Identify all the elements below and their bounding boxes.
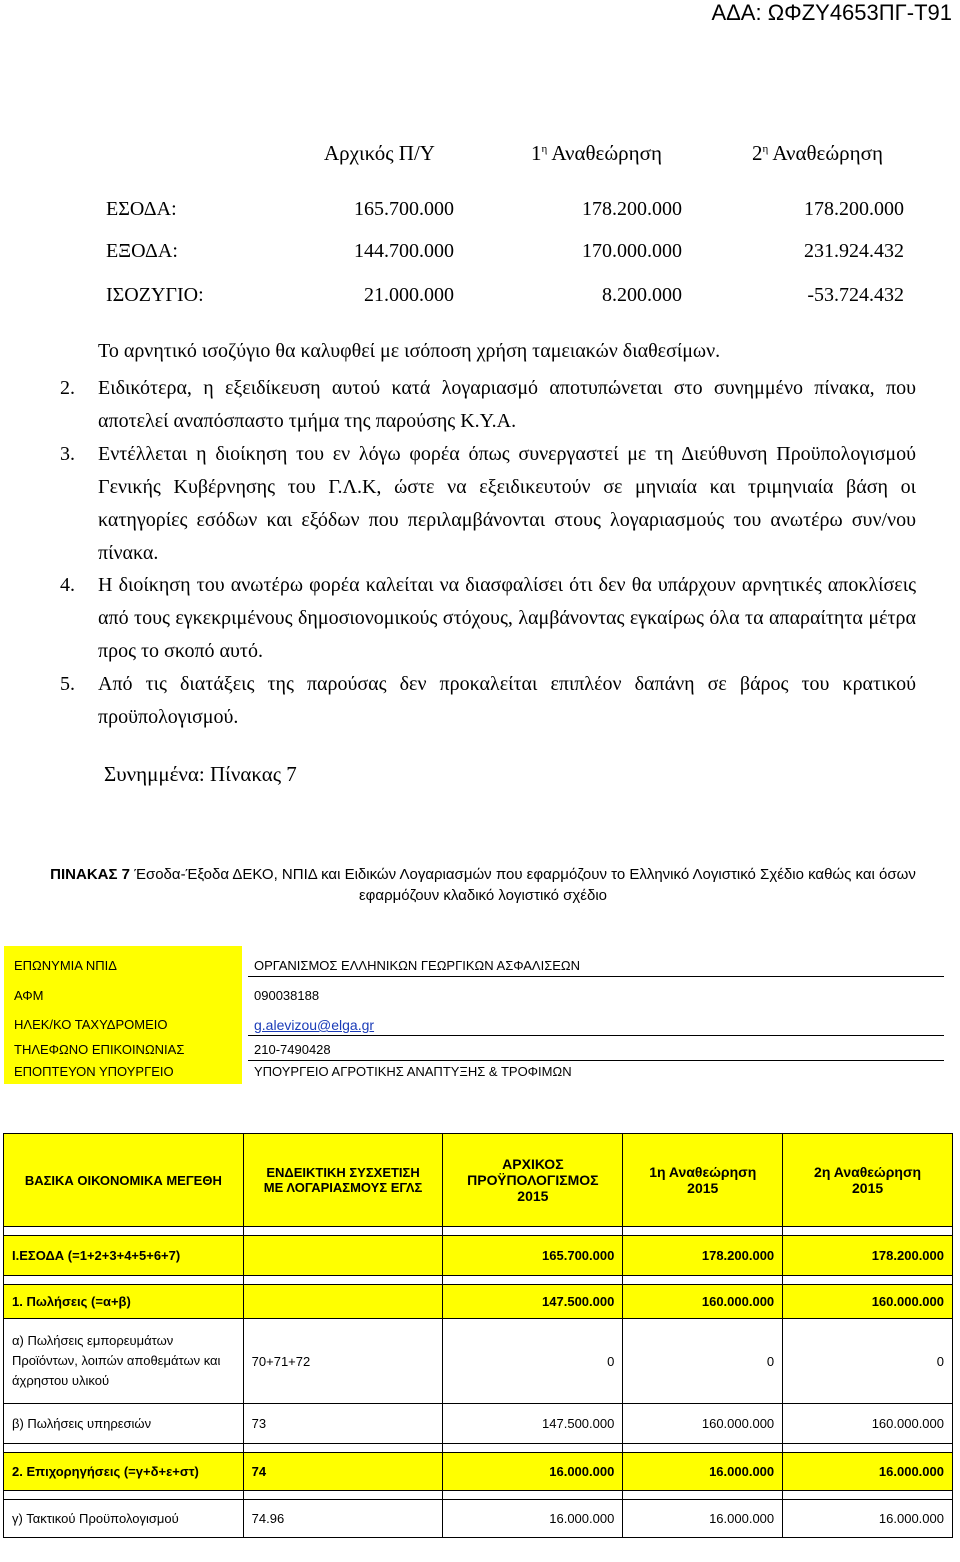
- budget-row: ΙΣΟΖΥΓΙΟ: 21.000.000 8.200.000 -53.724.432: [106, 284, 904, 306]
- header-initial: Αρχικός Π/Υ: [324, 141, 435, 165]
- header-rev1: $1^\eta$ Αναθεώρηση: [531, 141, 662, 165]
- paragraph-3: 3. Εντέλλεται η διοίκηση του εν λόγω φορέα όπως συνεργαστεί με τη Διεύθυνση Προϋπολογισμού Γενικής Κυβέρνησης του Γ.Λ.Κ, ώστε να εξειδικευτούν σε μηνιαία και τριμηνιαία βάση οι κατηγορίες εσόδων και εξόδων που περιλαμβάνονται στους λογαριασμούς του ανωτέρω συν/νου πίνακα.: [60, 443, 916, 564]
- header-rev2: $2^\eta$ Αναθεώρηση: [752, 141, 883, 165]
- table-row: γ) Τακτικού Προϋπολογισμού 74.96 16.000.000 16.000.000 16.000.000: [4, 1500, 953, 1538]
- col-header-rev2: 2η Αναθεώρηση 2015: [783, 1134, 953, 1227]
- table-row: 2. Επιχορηγήσεις (=γ+δ+ε+στ) 74 16.000.000 16.000.000 16.000.000: [4, 1453, 953, 1491]
- financial-table: [3, 1133, 953, 1538]
- col-header-accounts: ΕΝΔΕΙΚΤΙΚΗ ΣΥΣΧΕΤΙΣΗ ΜΕ ΛΟΓΑΡΙΑΣΜΟΥΣ ΕΓΛΣ: [243, 1134, 443, 1227]
- col-header-rev1: 1η Αναθεώρηση 2015: [623, 1134, 783, 1227]
- email-link[interactable]: g.alevizou@elga.gr: [254, 1017, 375, 1033]
- paragraph-1-tail: Το αρνητικό ισοζύγιο θα καλυφθεί με ισόποση χρήση ταμειακών διαθεσίμων.: [98, 340, 721, 362]
- paragraph-5: 5. Από τις διατάξεις της παρούσας δεν προκαλείται επιπλέον δαπάνη σε βάρος του κρατικού προϋπολογισμού.: [60, 673, 916, 728]
- paragraph-4: 4. Η διοίκηση του ανωτέρω φορέα καλείται να διασφαλίσει ότι δεν θα υπάρχουν αρνητικές αποκλίσεις από τους εγκεκριμένους δημοσιονομικούς στόχους, λαμβάνοντας εγκαίρως όλα τα απαραίτητα μέτρα προς το σκοπό αυτό.: [60, 574, 916, 662]
- budget-row: ΕΞΟΔΑ: 144.700.000 170.000.000 231.924.432: [106, 240, 904, 262]
- budget-row: ΕΣΟΔΑ: 165.700.000 178.200.000 178.200.000: [106, 198, 904, 220]
- col-header-initial: ΑΡΧΙΚΟΣ ΠΡΟΫΠΟΛΟΓΙΣΜΟΣ 2015: [443, 1134, 623, 1227]
- financial-table-header: [4, 1134, 953, 1227]
- col-header-sizes: ΒΑΣΙΚΑ ΟΙΚΟΝΟΜΙΚΑ ΜΕΓΕΘΗ: [4, 1134, 244, 1227]
- table-row: 1. Πωλήσεις (=α+β) 147.500.000 160.000.000 160.000.000: [4, 1285, 953, 1319]
- table-row: Ι.ΕΣΟΔΑ (=1+2+3+4+5+6+7) 165.700.000 178.200.000 178.200.000: [4, 1236, 953, 1276]
- table7-title: ΠΙΝΑΚΑΣ 7 Έσοδα-Έξοδα ΔΕΚΟ, ΝΠΙΔ και Ειδικών Λογαριασμών που εφαρμόζουν το Ελληνικό Λογιστικό Σχέδιο καθώς και όσων εφαρμόζουν κλαδικό λογιστικό σχέδιο: [50, 866, 916, 904]
- attachments-line: Συνημμένα: Πίνακας 7: [104, 762, 297, 786]
- ada-stamp: ΑΔΑ: ΩΦΖΥ4653ΠΓ-Τ91: [711, 0, 952, 25]
- table-row: α) Πωλήσεις εμπορευμάτων Προϊόντων, λοιπών αποθεμάτων και άχρηστου υλικού 70+71+72 0 0 0: [4, 1319, 953, 1404]
- paragraph-2: 2. Ειδικότερα, η εξειδίκευση αυτού κατά λογαριασμό αποτυπώνεται στο συνημμένο πίνακα, που αποτελεί αναπόσπαστο τμήμα της παρούσης Κ.Υ.Α.: [60, 377, 916, 432]
- table-row: β) Πωλήσεις υπηρεσιών 73 147.500.000 160.000.000 160.000.000: [4, 1404, 953, 1444]
- entity-info: ΕΠΩΝΥΜΙΑ ΝΠΙΔ ΟΡΓΑΝΙΣΜΟΣ ΕΛΛΗΝΙΚΩΝ ΓΕΩΡΓΙΚΩΝ ΑΣΦΑΛΙΣΕΩΝ ΑΦΜ 090038188 ΗΛΕΚ/ΚΟ ΤΑΧΥΔΡΟΜΕΙΟ g.alevizou@elga.gr ΤΗΛΕΦΩΝΟ ΕΠΙΚΟΙΝΩΝΙΑΣ 210-7490428 ΕΠΟΠΤΕΥΟΝ ΥΠΟΥΡΓΕΙΟ ΥΠΟΥΡΓΕΙΟ ΑΓΡΟΤΙΚΗΣ ΑΝΑΠΤΥΞΗΣ & ΤΡΟΦΙΜΩΝ: [4, 946, 944, 1084]
